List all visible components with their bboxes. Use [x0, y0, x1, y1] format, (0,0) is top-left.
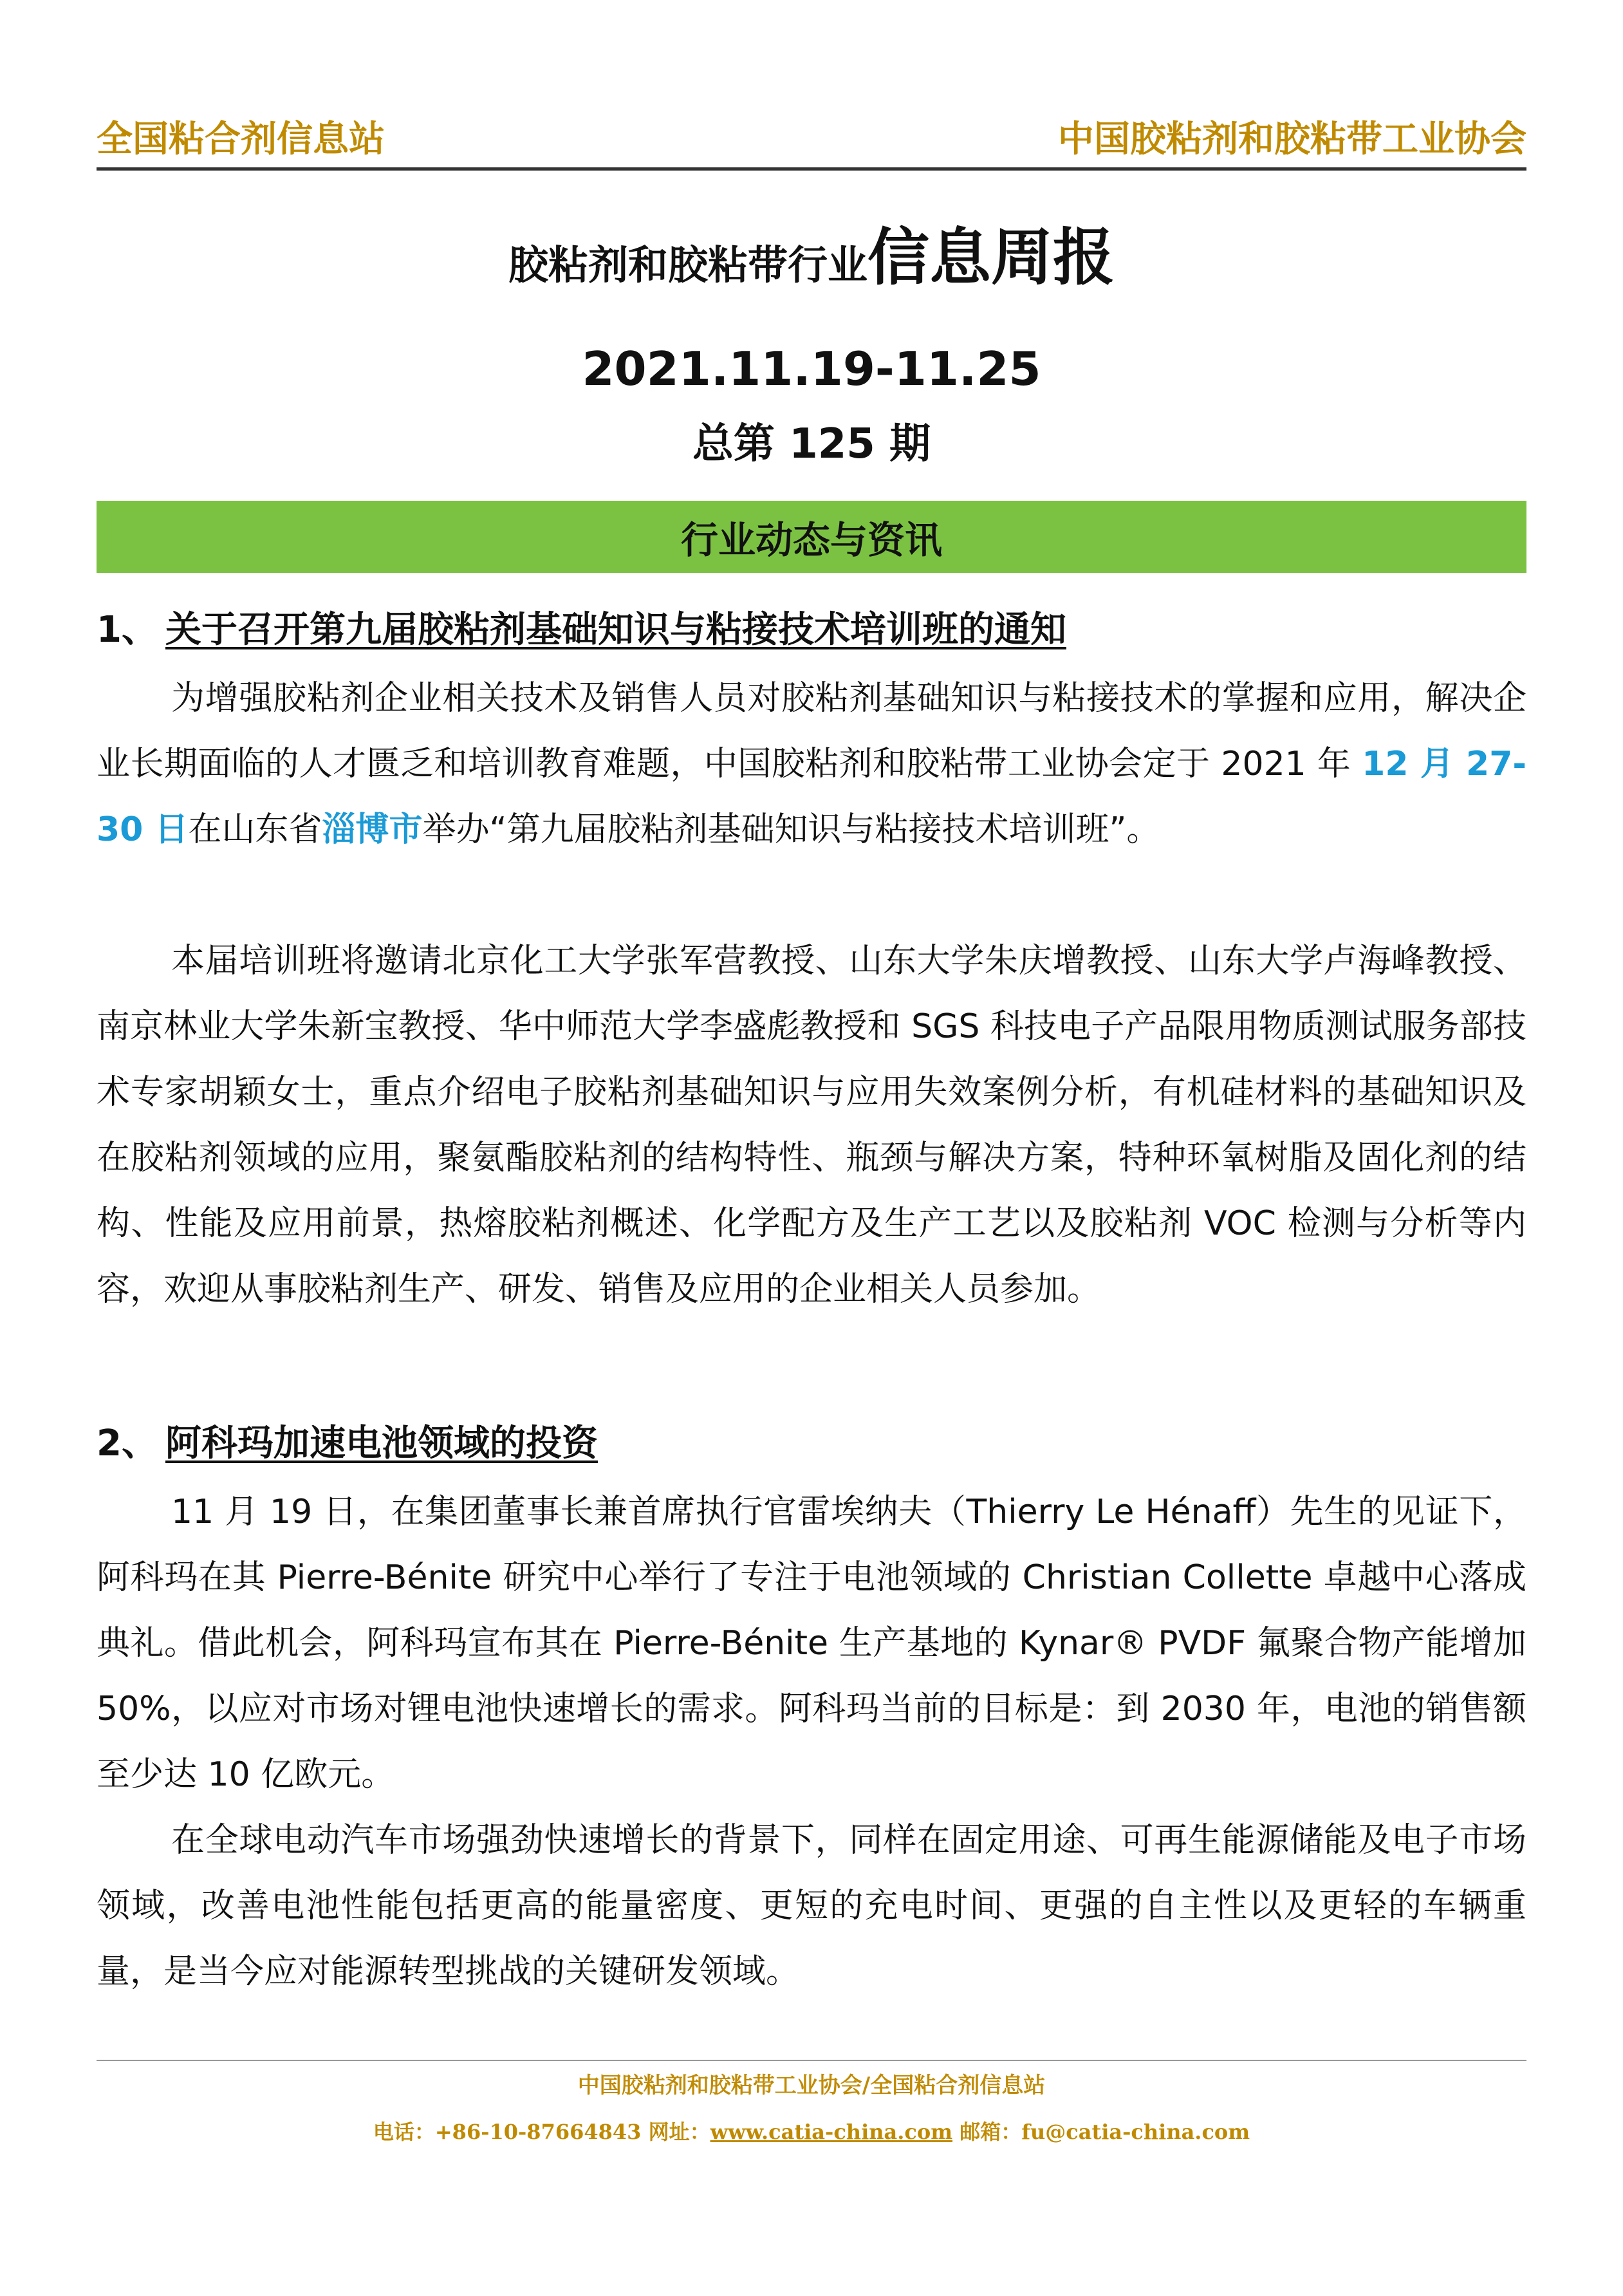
header-divider — [97, 167, 1526, 171]
header-site-name: 全国粘合剂信息站 — [97, 118, 385, 160]
article-2-paragraph-2: 在全球电动汽车市场强劲快速增长的背景下，同样在固定用途、可再生能源储能及电子市场领域，改善电池性能包括更高的能量密度、更短的充电时间、更强的自主性以及更轻的车辆重量，是当今应对能源转型挑战的关键研发领域。 — [97, 1821, 1526, 1991]
training-city-highlight: 淄博市 — [322, 810, 423, 849]
article-2-title: 阿科玛加速电池领域的投资 — [165, 1423, 598, 1464]
article-1-paragraph-1 — [97, 666, 1526, 863]
article-1-heading — [97, 601, 1526, 659]
article-1-title: 关于召开第九届胶粘剂基础知识与粘接技术培训班的通知 — [165, 609, 1066, 651]
issue-number: 总第 125 期 — [692, 420, 931, 468]
page-title-prefix: 胶粘剂和胶粘带行业 — [508, 241, 867, 288]
footer-phone: 电话：+86-10-87664843 网址： — [373, 2120, 710, 2144]
article-2-number: 2、 — [97, 1423, 158, 1464]
footer-website-link[interactable]: www.catia-china.com — [710, 2120, 953, 2144]
footer-contact — [0, 2113, 1623, 2151]
article-1-p1-text-a: 为增强胶粘剂企业相关技术及销售人员对胶粘剂基础知识与粘接技术的掌握和应用，解决企业长期面临的人才匮乏和培训教育难题，中国胶粘剂和胶粘带工业协会定于 2021 年 — [97, 679, 1526, 783]
article-2-heading — [97, 1415, 1526, 1473]
footer-email: 邮箱：fu@catia-china.com — [952, 2120, 1250, 2144]
article-1-number: 1、 — [97, 609, 158, 651]
training-date-highlight: 12 月 27-30 日 — [97, 745, 1526, 849]
header-association-name: 中国胶粘剂和胶粘带工业协会 — [1058, 118, 1526, 160]
date-range: 2021.11.19-11.25 — [582, 342, 1041, 396]
footer-organization: 中国胶粘剂和胶粘带工业协会/全国粘合剂信息站 — [577, 2073, 1046, 2098]
page-title — [0, 206, 1623, 327]
article-2-paragraph-1: 11 月 19 日，在集团董事长兼首席执行官雷埃纳夫（Thierry Le Hénaff）先生的见证下，阿科玛在其 Pierre-Bénite 研究中心举行了专注于电池领域的 Christian Collette 卓越中心落成典礼。借此机会，阿科玛宣布其在 Pierre-Bénite 生产基地的 Kynar® PVDF 氟聚合物产能增加 50%，以应对市场对锂电池快速增长的需求。阿科玛当前的目标是：到 2030 年，电池的销售额至少达 10 亿欧元。 — [97, 1493, 1526, 1794]
article-1-p1-text-b: 在山东省 — [188, 810, 322, 849]
section-header-bar — [97, 501, 1526, 573]
article-1-paragraph-2: 本届培训班将邀请北京化工大学张军营教授、山东大学朱庆增教授、山东大学卢海峰教授、南京林业大学朱新宝教授、华中师范大学李盛彪教授和 SGS 科技电子产品限用物质测试服务部技术专家胡颖女士，重点介绍电子胶粘剂基础知识与应用失效案例分析，有机硅材料的基础知识及在胶粘剂领域的应用，聚氨酯胶粘剂的结构特性、瓶颈与解决方案，特种环氧树脂及固化剂的结构、性能及应用前景，热熔胶粘剂概述、化学配方及生产工艺以及胶粘剂 VOC 检测与分析等内容，欢迎从事胶粘剂生产、研发、销售及应用的企业相关人员参加。 — [97, 942, 1526, 1309]
section-header-label: 行业动态与资讯 — [680, 518, 942, 562]
page-title-main: 信息周报 — [867, 221, 1115, 294]
article-1-p1-text-c: 举办“第九届胶粘剂基础知识与粘接技术培训班”。 — [422, 810, 1160, 849]
footer-divider — [97, 2060, 1526, 2061]
